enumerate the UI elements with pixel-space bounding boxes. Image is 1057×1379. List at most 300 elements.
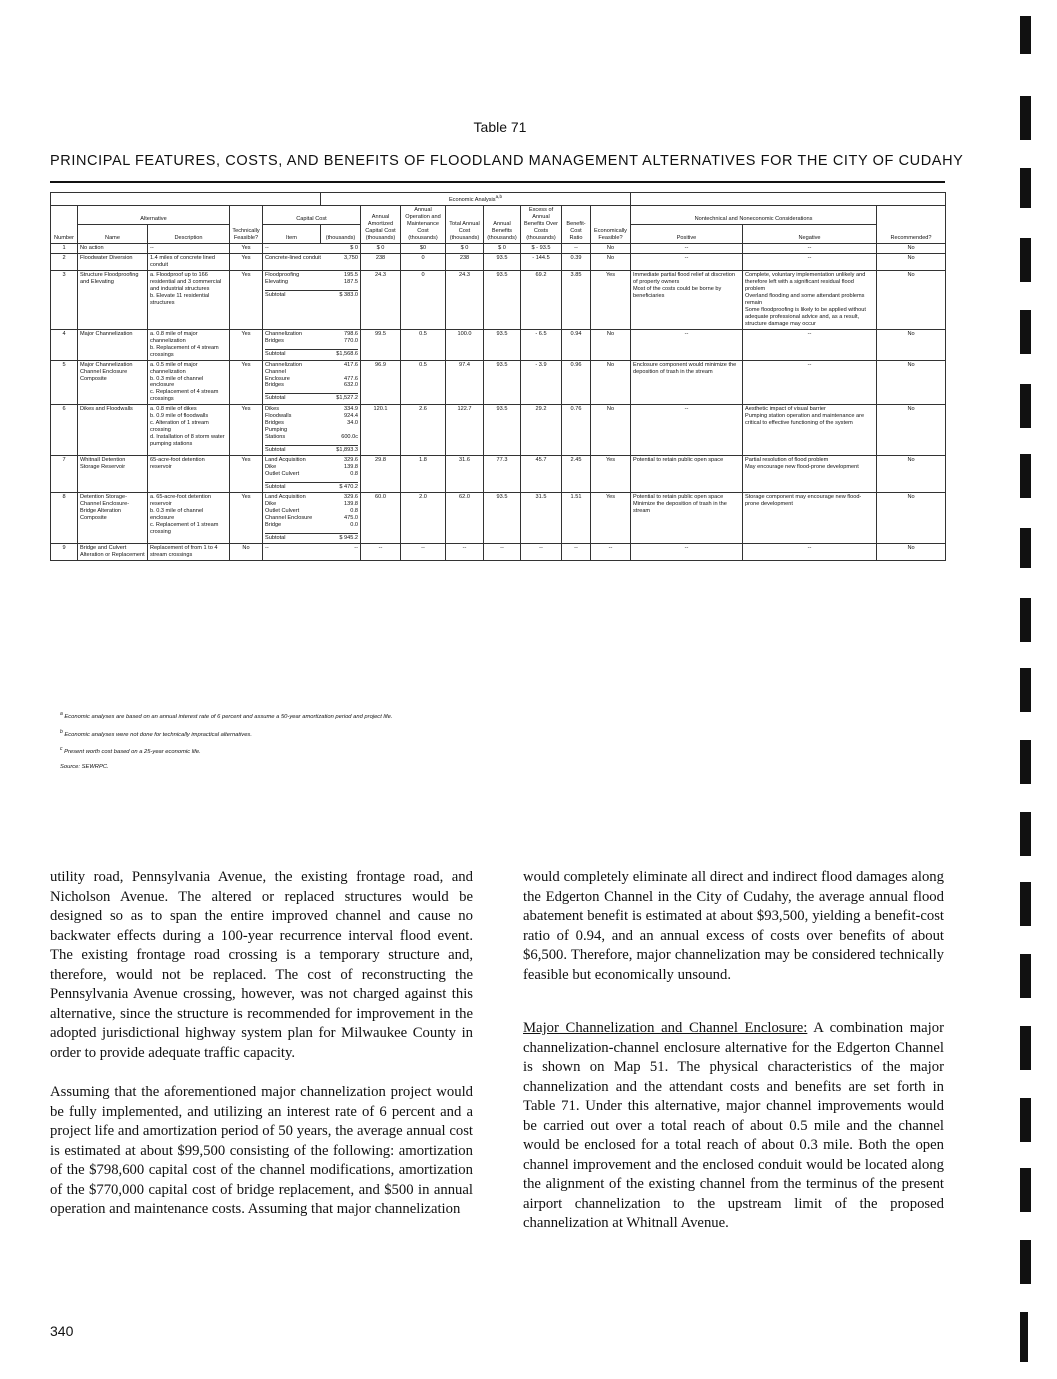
capital-item xyxy=(265,427,358,434)
bc-ratio-cell: 0.96 xyxy=(562,360,591,405)
excess-cell: 31.5 xyxy=(521,493,562,544)
capital-item xyxy=(265,494,358,501)
capital-item xyxy=(265,362,358,369)
alt-description-cell xyxy=(148,544,230,561)
capital-item-name: Land Acquisition xyxy=(265,494,306,501)
alt-description-cell xyxy=(148,360,230,405)
capital-item-value: 329.6 xyxy=(344,494,358,501)
capital-item-name: Dikes xyxy=(265,406,279,413)
technically-feasible-cell: Yes xyxy=(230,270,263,329)
capital-item-value: 3,750 xyxy=(344,254,358,261)
name-header: Name xyxy=(78,224,148,243)
capital-cost-cell xyxy=(263,329,361,360)
scan-edge-mark xyxy=(1020,954,1031,998)
footnote-b: $^b$ Economic analyses were not done for technically impractical alternatives. xyxy=(60,728,252,738)
bc-ratio-cell: 0.76 xyxy=(562,405,591,456)
capital-subtotal-label: Subtotal xyxy=(265,291,286,298)
alt-description-cell xyxy=(148,405,230,456)
capital-item-name: Channelization xyxy=(265,361,303,368)
total-cost-cell: 31.6 xyxy=(446,456,484,493)
capital-cost-cell xyxy=(263,360,361,405)
capital-item-name: Stations xyxy=(265,434,286,441)
description-line: 1.4 miles of concrete lined conduit xyxy=(150,254,215,268)
total-cost-cell: $ 0 xyxy=(446,243,484,253)
description-line: b. 0.3 mile of channel enclosure xyxy=(150,508,204,522)
negative-line: Overland flooding and some attendant problems remain xyxy=(745,292,865,306)
amortized-cost-cell: 99.5 xyxy=(361,329,401,360)
capital-item-name: -- xyxy=(265,545,269,552)
capital-cost-cell xyxy=(263,243,361,253)
capital-subtotal-label: Subtotal xyxy=(265,484,286,491)
capital-item-name: Channelization xyxy=(265,330,303,337)
scan-edge-mark xyxy=(1020,812,1031,856)
capital-subtotal-value: $1,893.3 xyxy=(336,447,358,454)
capital-item xyxy=(265,464,358,471)
amortized-cost-cell: 96.9 xyxy=(361,360,401,405)
economic-analysis-header: Economic Analysis$^{a,b}$ xyxy=(321,193,631,206)
positive-header: Positive xyxy=(631,224,743,243)
amortized-cost-cell: 238 xyxy=(361,253,401,270)
table-row xyxy=(51,544,946,561)
table-row xyxy=(51,360,946,405)
alt-name-cell: Detention Storage-Channel Enclosure-Bridge Alteration Composite xyxy=(78,493,148,544)
om-cost-cell: 0.5 xyxy=(401,360,446,405)
alt-number-cell: 1 xyxy=(51,243,78,253)
negative-line: -- xyxy=(807,361,812,368)
table-row xyxy=(51,405,946,456)
capital-subtotal xyxy=(265,393,358,402)
excess-benefits-header: Excess of Annual Benefits Over Costs (thousands) xyxy=(521,205,562,243)
capital-subtotal-label: Subtotal xyxy=(265,535,286,542)
excess-cell: - 144.5 xyxy=(521,253,562,270)
negative-line: May encourage new flood-prone development xyxy=(745,464,859,471)
capital-cost-cell xyxy=(263,544,361,561)
scan-edge-mark xyxy=(1020,96,1031,140)
description-line: c. Replacement of 4 stream crossings xyxy=(150,389,219,403)
capital-item-value: $ 0 xyxy=(350,244,358,251)
amortized-cost-cell: -- xyxy=(361,544,401,561)
scan-edge-mark xyxy=(1020,598,1031,642)
capital-item-name: Floodwalls xyxy=(265,413,292,420)
capital-item xyxy=(265,545,358,552)
negative-considerations-cell xyxy=(743,270,877,329)
capital-item-name: Bridges xyxy=(265,382,284,389)
positive-line: -- xyxy=(684,406,689,413)
capital-item-name: Land Acquisition xyxy=(265,457,306,464)
economically-feasible-header: Economically Feasible? xyxy=(591,205,631,243)
description-line: b. 0.3 mile of channel enclosure xyxy=(150,375,204,389)
capital-item xyxy=(265,272,358,279)
excess-cell: 45.7 xyxy=(521,456,562,493)
annual-om-header: Annual Operation and Maintenance Cost (thousands) xyxy=(401,205,446,243)
negative-considerations-cell xyxy=(743,456,877,493)
number-header: Number xyxy=(51,205,78,243)
capital-item-name: Channel Enclosure xyxy=(265,515,313,522)
capital-item xyxy=(265,406,358,413)
bc-ratio-cell: 2.45 xyxy=(562,456,591,493)
right-column xyxy=(523,868,944,1234)
table-footnotes xyxy=(60,712,940,780)
capital-item-value: 0.0 xyxy=(350,522,358,529)
capital-subtotal-label: Subtotal xyxy=(265,350,286,357)
positive-line: Potential to retain public open space xyxy=(633,457,724,464)
alt-number-cell: 3 xyxy=(51,270,78,329)
negative-considerations-cell xyxy=(743,243,877,253)
benefits-cell: 93.5 xyxy=(484,253,521,270)
recommended-cell: No xyxy=(877,456,946,493)
negative-considerations-cell xyxy=(743,544,877,561)
benefits-cell: 93.5 xyxy=(484,405,521,456)
table-row xyxy=(51,493,946,544)
right-paragraph-1: would completely eliminate all direct and indirect flood damages along the Edgerton Channel in the City of Cudahy, the average annual flood abatement benefit is estimated at about $93,500, yielding a benefit-cost ratio of 0.94, and an annual excess of costs over benefits of about $6,500. Therefore, major channelization may be considered technically feasible but economically unsound. xyxy=(523,869,944,983)
footnote-c: $^c$ Present worth cost based on a 25-year economic life. xyxy=(60,746,201,756)
alt-number-cell: 9 xyxy=(51,544,78,561)
capital-item xyxy=(265,369,358,376)
alternative-header: Alternative xyxy=(78,205,230,224)
recommended-cell: No xyxy=(877,544,946,561)
capital-subtotal-label: Subtotal xyxy=(265,395,286,402)
description-line: b. 0.9 mile of floodwalls xyxy=(150,413,209,420)
description-line: -- xyxy=(150,244,154,251)
capital-item-name: Pumping xyxy=(265,427,288,434)
amortized-cost-cell: 120.1 xyxy=(361,405,401,456)
capital-item-value: 329.6 xyxy=(344,457,358,464)
total-cost-cell: 97.4 xyxy=(446,360,484,405)
capital-item xyxy=(265,508,358,515)
positive-considerations-cell xyxy=(631,253,743,270)
scan-edge-mark xyxy=(1020,168,1031,208)
total-cost-cell: -- xyxy=(446,544,484,561)
capital-item xyxy=(265,245,358,252)
description-header: Description xyxy=(148,224,230,243)
benefits-cell: 93.5 xyxy=(484,270,521,329)
page-number: 340 xyxy=(50,1323,74,1339)
capital-cost-cell xyxy=(263,270,361,329)
negative-line: Storage component may encourage new flood-prone development xyxy=(745,494,862,508)
alt-description-cell xyxy=(148,270,230,329)
negative-line: -- xyxy=(807,330,812,337)
title-rule xyxy=(50,181,945,183)
capital-subtotal-value: $1,568.6 xyxy=(336,350,358,357)
economically-feasible-cell: No xyxy=(591,405,631,456)
capital-item-name: Bridges xyxy=(265,337,284,344)
alt-name-cell: Whitnall Detention Storage Reservoir xyxy=(78,456,148,493)
positive-line: -- xyxy=(684,244,689,251)
capital-item xyxy=(265,255,358,262)
table-row xyxy=(51,456,946,493)
capital-item-name: Elevating xyxy=(265,278,289,285)
recommended-cell: No xyxy=(877,360,946,405)
om-cost-cell: 1.8 xyxy=(401,456,446,493)
alt-description-cell xyxy=(148,329,230,360)
scan-edge-mark xyxy=(1020,528,1031,568)
recommended-cell: No xyxy=(877,270,946,329)
description-line: b. Replacement of 4 stream crossings xyxy=(150,344,219,358)
alt-number-cell: 8 xyxy=(51,493,78,544)
om-cost-cell: 0 xyxy=(401,253,446,270)
recommended-cell: No xyxy=(877,243,946,253)
footnote-a: $^a$ Economic analyses are based on an annual interest rate of 6 percent and assume a 50-year amortization period and project life. xyxy=(60,711,393,720)
economically-feasible-cell: -- xyxy=(591,544,631,561)
technically-feasible-cell: Yes xyxy=(230,243,263,253)
alt-name-cell: Major Channelization xyxy=(78,329,148,360)
capital-item xyxy=(265,501,358,508)
scan-edge-mark xyxy=(1020,16,1031,54)
capital-item-value: 477.6 xyxy=(344,375,358,382)
negative-line: -- xyxy=(807,244,812,251)
table-row xyxy=(51,253,946,270)
capital-item xyxy=(265,338,358,345)
capital-subtotal xyxy=(265,290,358,299)
technically-feasible-cell: Yes xyxy=(230,405,263,456)
negative-considerations-cell xyxy=(743,493,877,544)
capital-item-value: 187.5 xyxy=(344,278,358,285)
negative-header: Negative xyxy=(743,224,877,243)
economically-feasible-cell: Yes xyxy=(591,270,631,329)
bc-ratio-cell: -- xyxy=(562,544,591,561)
table-number: Table 71 xyxy=(473,119,527,135)
excess-cell: - 6.5 xyxy=(521,329,562,360)
benefits-cell: -- xyxy=(484,544,521,561)
capital-item xyxy=(265,376,358,383)
capital-item-name: Channel xyxy=(265,368,286,375)
description-line: a. 0.5 mile of major channelization xyxy=(150,361,198,375)
negative-line: Partial resolution of flood problem xyxy=(745,457,829,464)
capital-item-value: 600.0c xyxy=(341,434,358,441)
negative-line: Aesthetic impact of visual barrier xyxy=(745,406,826,413)
negative-line: -- xyxy=(807,545,812,552)
om-cost-cell: 0.5 xyxy=(401,329,446,360)
economically-feasible-cell: Yes xyxy=(591,456,631,493)
positive-line: Potential to retain public open space xyxy=(633,494,724,501)
alt-number-cell: 7 xyxy=(51,456,78,493)
scan-edge-mark xyxy=(1020,882,1031,926)
capital-item xyxy=(265,471,358,478)
recommended-cell: No xyxy=(877,493,946,544)
excess-cell: - 3.9 xyxy=(521,360,562,405)
scan-edge-mark xyxy=(1020,1026,1031,1070)
capital-item-name: Dike xyxy=(265,464,277,471)
alt-description-cell xyxy=(148,253,230,270)
alt-name-cell: Floodwater Diversion xyxy=(78,253,148,270)
economically-feasible-cell: No xyxy=(591,243,631,253)
economically-feasible-cell: No xyxy=(591,360,631,405)
alt-number-cell: 4 xyxy=(51,329,78,360)
left-paragraph-2: Assuming that the aforementioned major channelization project would be fully implemented, and utilizing an interest rate of 6 percent and a project life and amortization period of 50 years, the average annual cost is estimated at about $99,500 consisting of the following: amortization of the $798,600 capital cost of the channel modifications, amortization of the $770,000 capital cost of bridge replacement, and $500 in annual operation and maintenance costs. Assuming that major channelization xyxy=(50,1084,473,1217)
scan-edge-mark xyxy=(1020,454,1031,498)
left-column xyxy=(50,868,473,1220)
economically-feasible-cell: No xyxy=(591,329,631,360)
positive-considerations-cell xyxy=(631,493,743,544)
capital-subtotal-value: $ 470.2 xyxy=(339,484,358,491)
capital-subtotal-value: $1,527.2 xyxy=(336,395,358,402)
scan-edge-mark xyxy=(1020,1168,1031,1212)
capital-item-name: Floodproofing xyxy=(265,271,300,278)
item-header: Item xyxy=(263,224,321,243)
technically-feasible-cell: Yes xyxy=(230,329,263,360)
om-cost-cell: 2.0 xyxy=(401,493,446,544)
total-annual-header: Total Annual Cost (thousands) xyxy=(446,205,484,243)
bc-ratio-cell: 3.85 xyxy=(562,270,591,329)
capital-item xyxy=(265,382,358,389)
positive-considerations-cell xyxy=(631,329,743,360)
positive-considerations-cell xyxy=(631,405,743,456)
total-cost-cell: 122.7 xyxy=(446,405,484,456)
capital-subtotal xyxy=(265,445,358,454)
bc-ratio-cell: 0.39 xyxy=(562,253,591,270)
capital-item xyxy=(265,413,358,420)
technically-feasible-cell: Yes xyxy=(230,253,263,270)
alt-description-cell xyxy=(148,493,230,544)
benefits-cell: $ 0 xyxy=(484,243,521,253)
capital-item xyxy=(265,515,358,522)
alternatives-table-container xyxy=(50,192,945,561)
negative-considerations-cell xyxy=(743,360,877,405)
scan-edge-mark xyxy=(1020,668,1031,712)
capital-item-name: Concrete-lined conduit xyxy=(265,254,321,261)
capital-item xyxy=(265,420,358,427)
amortized-cost-cell: $ 0 xyxy=(361,243,401,253)
om-cost-cell: -- xyxy=(401,544,446,561)
capital-item-name: Bridge xyxy=(265,522,282,529)
recommended-cell: No xyxy=(877,405,946,456)
capital-item xyxy=(265,457,358,464)
description-line: c. Replacement of 1 stream crossing xyxy=(150,522,219,536)
alt-number-cell: 6 xyxy=(51,405,78,456)
positive-line: Enclosure component would minimize the deposition of trash in the stream xyxy=(633,361,737,375)
total-cost-cell: 24.3 xyxy=(446,270,484,329)
capital-item-value: 34.0 xyxy=(347,420,358,427)
bc-ratio-cell: 0.94 xyxy=(562,329,591,360)
negative-line: Complete, voluntary implementation unlikely and therefore left with a significant residual flood problem xyxy=(745,271,866,292)
capital-item-value: 195.5 xyxy=(344,271,358,278)
description-line: b. Elevate 11 residential structures xyxy=(150,292,210,306)
positive-line: Most of the costs could be borne by beneficiaries xyxy=(633,285,722,299)
capital-cost-cell xyxy=(263,405,361,456)
capital-subtotal-label: Subtotal xyxy=(265,447,286,454)
negative-line: Some floodproofing is likely to be applied without adequate professional advice and, as a result, structure damage may occur xyxy=(745,306,866,327)
capital-cost-cell xyxy=(263,253,361,270)
capital-item-value: 0.8 xyxy=(350,471,358,478)
negative-considerations-cell xyxy=(743,253,877,270)
capital-item-value: 334.9 xyxy=(344,406,358,413)
thousands-header: (thousands) xyxy=(321,224,361,243)
alt-number-cell: 5 xyxy=(51,360,78,405)
positive-considerations-cell xyxy=(631,243,743,253)
alt-name-cell: Dikes and Floodwalls xyxy=(78,405,148,456)
capital-item-name: Bridges xyxy=(265,420,284,427)
alt-name-cell: Major Channelization Channel Enclosure Composite xyxy=(78,360,148,405)
scan-edge-mark xyxy=(1020,1098,1031,1142)
technically-feasible-cell: Yes xyxy=(230,456,263,493)
description-line: a. 0.8 mile of major channelization xyxy=(150,330,198,344)
positive-line: -- xyxy=(684,254,689,261)
recommended-cell: No xyxy=(877,253,946,270)
capital-cost-header: Capital Cost xyxy=(263,205,361,224)
table-row xyxy=(51,329,946,360)
table-header xyxy=(51,193,946,244)
positive-considerations-cell xyxy=(631,360,743,405)
alternatives-table xyxy=(50,192,946,561)
capital-item xyxy=(265,434,358,441)
capital-item-name: Outlet Culvert xyxy=(265,508,300,515)
table-body xyxy=(51,243,946,560)
positive-line: Minimize the deposition of trash in the stream xyxy=(633,501,727,515)
description-line: 65-acre-foot detention reservoir xyxy=(150,457,205,471)
om-cost-cell: 0 xyxy=(401,270,446,329)
om-cost-cell: $0 xyxy=(401,243,446,253)
capital-item-value: 798.6 xyxy=(344,330,358,337)
excess-cell: 29.2 xyxy=(521,405,562,456)
capital-item-value: 139.8 xyxy=(344,501,358,508)
excess-cell: $ - 93.5 xyxy=(521,243,562,253)
capital-cost-cell xyxy=(263,493,361,544)
capital-item xyxy=(265,331,358,338)
capital-item-name: Dike xyxy=(265,501,277,508)
positive-considerations-cell xyxy=(631,456,743,493)
capital-item-value: -- xyxy=(354,545,358,552)
scan-edge-mark xyxy=(1020,384,1031,428)
positive-line: Immediate partial flood relief at discretion of property owners xyxy=(633,271,735,285)
positive-line: -- xyxy=(684,545,689,552)
capital-item-value: 924.4 xyxy=(344,413,358,420)
description-line: c. Alteration of 1 stream crossing xyxy=(150,420,209,434)
bc-ratio-cell: -- xyxy=(562,243,591,253)
economically-feasible-cell: Yes xyxy=(591,493,631,544)
total-cost-cell: 62.0 xyxy=(446,493,484,544)
amortized-cost-cell: 29.8 xyxy=(361,456,401,493)
alt-number-cell: 2 xyxy=(51,253,78,270)
description-line: a. 65-acre-foot detention reservoir xyxy=(150,494,211,508)
capital-item xyxy=(265,279,358,286)
technically-feasible-cell: Yes xyxy=(230,493,263,544)
annual-amortized-header: Annual Amortized Capital Cost (thousands) xyxy=(361,205,401,243)
negative-considerations-cell xyxy=(743,405,877,456)
alt-description-cell xyxy=(148,456,230,493)
annual-benefits-header: Annual Benefits (thousands) xyxy=(484,205,521,243)
negative-line: -- xyxy=(807,254,812,261)
om-cost-cell: 2.6 xyxy=(401,405,446,456)
description-line: d. Installation of 8 storm water pumping stations xyxy=(150,434,225,448)
amortized-cost-cell: 60.0 xyxy=(361,493,401,544)
capital-item-name: -- xyxy=(265,244,269,251)
scan-edge-mark xyxy=(1020,238,1031,282)
negative-considerations-cell xyxy=(743,329,877,360)
bc-ratio-cell: 1.51 xyxy=(562,493,591,544)
technically-feasible-header: Technically Feasible? xyxy=(230,205,263,243)
table-row xyxy=(51,243,946,253)
left-paragraph-1: utility road, Pennsylvania Avenue, the existing frontage road, and Nicholson Avenue. The altered or replaced structures would be designed so as to span the entire improved channel and cause no backwater effects during a 100-year recurrence interval flood event. The existing frontage road crossing is a temporary structure and, therefore, would not be replaced. The cost of reconstructing the Pennsylvania Avenue crossing, however, was not charged against this alternative, since the structure is recommended for improvement in the adopted jurisdictional highway system plan for Milwaukee County in order to provide adequate traffic capacity. xyxy=(50,869,473,1061)
technically-feasible-cell: No xyxy=(230,544,263,561)
description-line: a. 0.8 mile of dikes xyxy=(150,406,197,413)
capital-item-name: Outlet Culvert xyxy=(265,471,300,478)
capital-subtotal-value: $ 945.2 xyxy=(339,535,358,542)
benefits-cell: 93.5 xyxy=(484,493,521,544)
capital-item-value: 417.6 xyxy=(344,361,358,368)
total-cost-cell: 238 xyxy=(446,253,484,270)
positive-considerations-cell xyxy=(631,544,743,561)
alt-name-cell: Structure Floodproofing and Elevating xyxy=(78,270,148,329)
bc-ratio-header: Benefit-Cost Ratio xyxy=(562,205,591,243)
capital-item-name: Enclosure xyxy=(265,375,290,382)
description-line: a. Floodproof up to 166 residential and 3 commercial and industrial structures xyxy=(150,271,222,292)
capital-subtotal xyxy=(265,533,358,542)
benefits-cell: 93.5 xyxy=(484,329,521,360)
capital-subtotal xyxy=(265,349,358,358)
capital-item-value: 139.8 xyxy=(344,464,358,471)
right-paragraph-2: Major Channelization and Channel Enclosure: A combination major channelization-channel enclosure alternative for the Edgerton Channel is shown on Map 51. The physical characteristics of the major channelization and the attendant costs and benefits are set forth in Table 71. Under this alternative, major channel improvements would be carried out over a total reach of about 0.5 mile and the channel would be enclosed for a total reach of about 0.3 mile. Both the open channel improvement and the enclosed conduit would be located along the alignment of the existing channel from the terminus of the present airport channelization to the upstream limit of the proposed channelization at Whitnall Avenue. xyxy=(523,1020,944,1231)
capital-cost-cell xyxy=(263,456,361,493)
